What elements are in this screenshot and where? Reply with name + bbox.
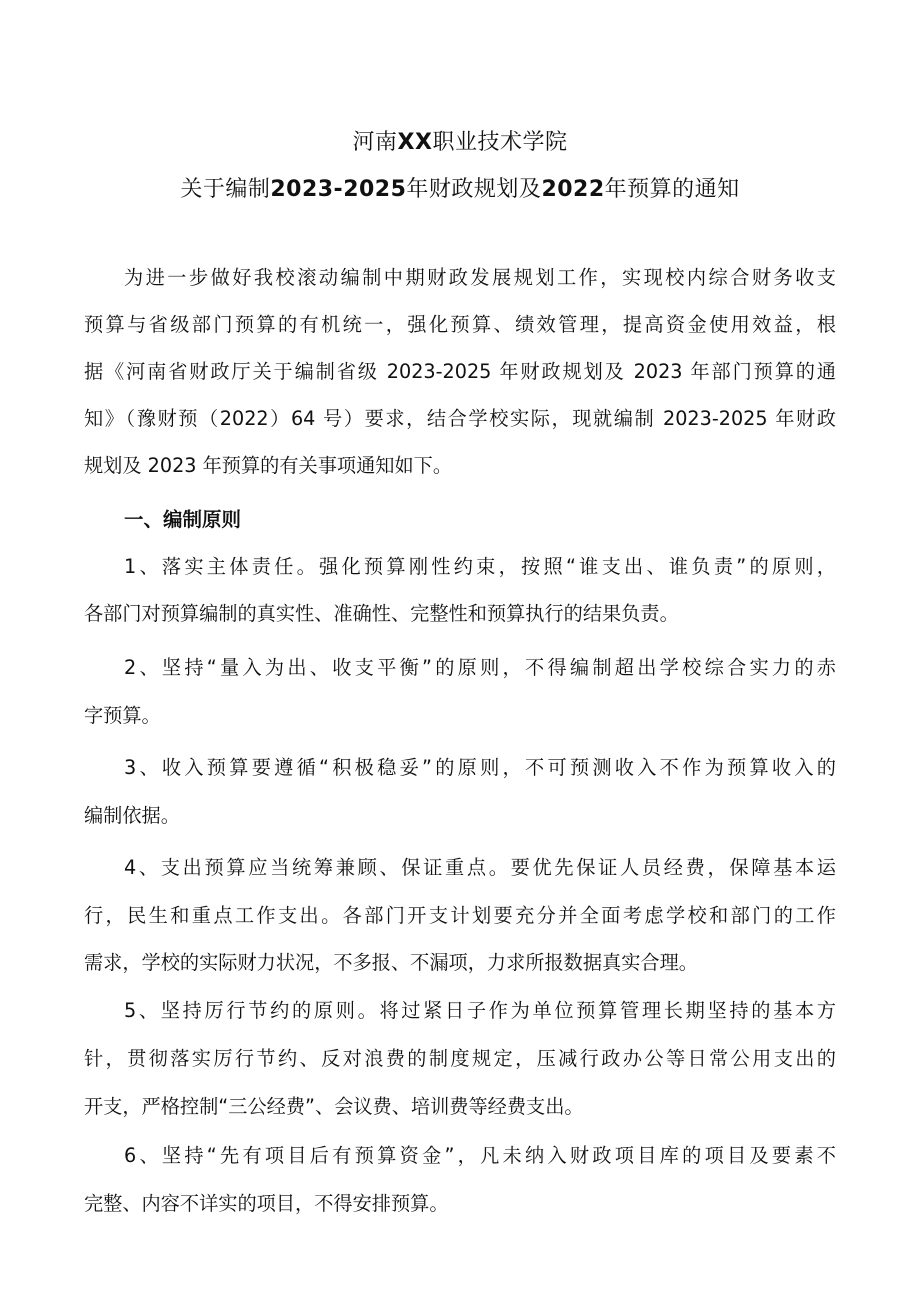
item-6-line: 6、坚持“先有项目后有预算资金”，凡未纳入财政项目库的项目及要素不 [124,1144,836,1167]
item-2-line: 字预算。 [84,704,161,727]
intro-line: 据《河南省财政厅关于编制省级 2023-2025 年财政规划及 2023 年部门预算的通 [84,360,836,383]
item-5-line: 针，贯彻落实厉行节约、反对浪费的制度规定，压减行政办公等日常公用支出的 [84,1047,836,1070]
item-5-line: 5、坚持厉行节约的原则。将过紧日子作为单位预算管理长期坚持的基本方 [124,999,836,1022]
item-4-line: 4、支出预算应当统筹兼顾、保证重点。要优先保证人员经费，保障基本运 [124,856,836,879]
item-3-line: 3、收入预算要遵循“积极稳妥”的原则，不可预测收入不作为预算收入的 [124,756,836,779]
item-4-line: 需求，学校的实际财力状况，不多报、不漏项，力求所报数据真实合理。 [84,951,698,974]
item-4-line: 行，民生和重点工作支出。各部门开支计划要充分并全面考虑学校和部门的工作 [84,904,836,927]
item-1-line: 1、落实主体责任。强化预算刚性约束，按照“谁支出、谁负责”的原则， [124,555,836,578]
section-heading: 一、编制原则 [124,508,242,531]
intro-line: 预算与省级部门预算的有机统一，强化预算、绩效管理，提高资金使用效益，根 [84,313,836,336]
intro-line: 知》（豫财预（2022）64 号）要求，结合学校实际，现就编制 2023-2025 年财政 [84,407,836,430]
document-title-line-1: 河南XX职业技术学院 [352,130,568,155]
item-5-line: 开支，严格控制“三公经费”、会议费、培训费等经费支出。 [84,1095,584,1118]
item-2-line: 2、坚持“量入为出、收支平衡”的原则，不得编制超出学校综合实力的赤 [124,656,836,679]
item-6-line: 完整、内容不详实的项目，不得安排预算。 [84,1192,449,1215]
intro-line: 为进一步做好我校滚动编制中期财政发展规划工作，实现校内综合财务收支 [124,266,836,289]
document-title-line-2: 关于编制2023-2025年财政规划及2022年预算的通知 [180,177,740,202]
intro-line: 规划及 2023 年预算的有关事项通知如下。 [84,454,453,477]
item-1-line: 各部门对预算编制的真实性、准确性、完整性和预算执行的结果负责。 [84,602,679,625]
item-3-line: 编制依据。 [84,804,180,827]
